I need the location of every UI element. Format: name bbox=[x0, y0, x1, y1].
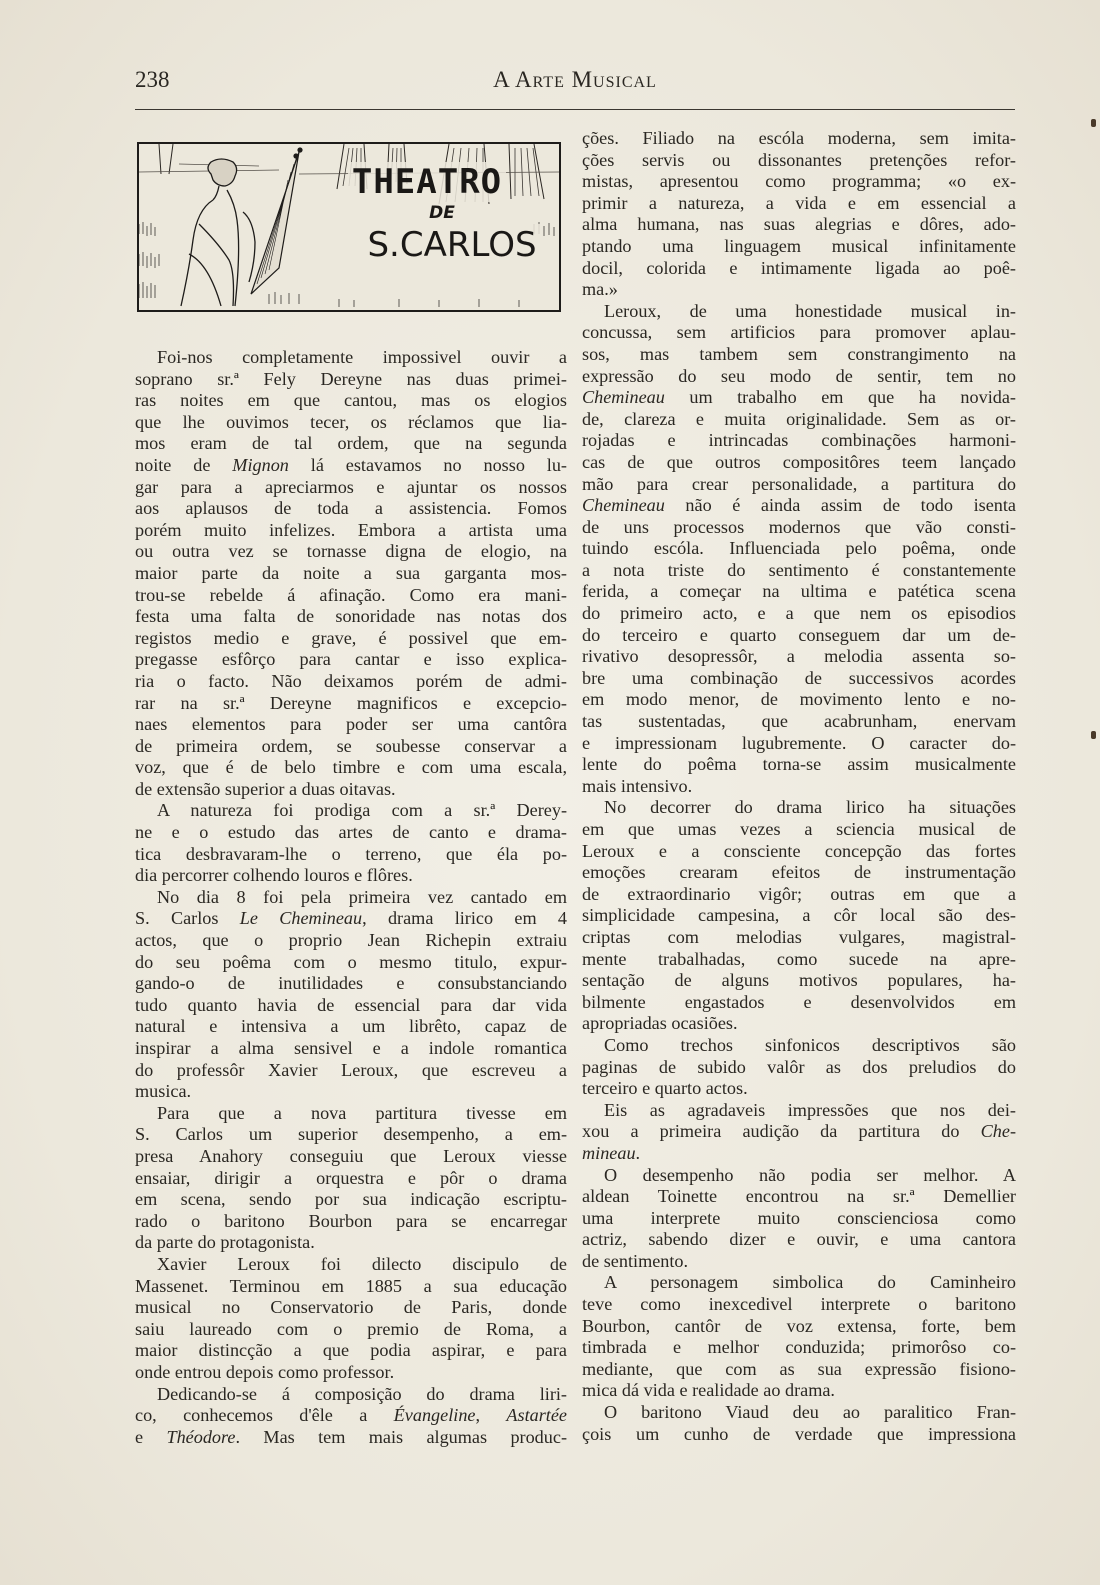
text-line: Eis as agradaveis impressões que nos dei- bbox=[604, 1099, 1016, 1120]
text-line: Para que a nova partitura tivesse em bbox=[157, 1102, 567, 1123]
banner-title-de: DE bbox=[425, 202, 459, 224]
text-line bbox=[582, 387, 1016, 409]
text-line: tas sustentadas, que acabrunham, enervam bbox=[582, 711, 1016, 732]
text-line: de sentimento. bbox=[582, 1250, 689, 1271]
text-line: criptas com melodias vulgares, magistral- bbox=[582, 926, 1016, 947]
text-line: Xavier Leroux foi dilecto discipulo de bbox=[157, 1253, 567, 1274]
text-line: O desempenho não podia ser melhor. A bbox=[604, 1164, 1016, 1185]
text-line: mistas, apresentou como programma; «o ex- bbox=[582, 171, 1016, 192]
text-line: bilmente engastados e desenvolvidos em bbox=[582, 991, 1016, 1012]
text-line: tica desbravaram-lhe o terreno, que éla po- bbox=[135, 843, 567, 864]
page-header bbox=[135, 66, 1015, 98]
text-line: Leroux, de uma honestidade musical in- bbox=[604, 300, 1016, 321]
italic-title: Théodore bbox=[166, 1426, 236, 1447]
text-line: ções servis ou dissonantes pretenções refor- bbox=[582, 149, 1016, 170]
text-run: , bbox=[475, 1405, 507, 1426]
italic-title: Évangeline bbox=[393, 1405, 476, 1426]
text-run: noite de bbox=[135, 454, 233, 475]
header-rule bbox=[135, 109, 1015, 110]
text-line: do primeiro acto, e a que nem os episodios bbox=[582, 603, 1016, 624]
text-line bbox=[135, 455, 567, 477]
text-line: paginas de subido valôr as dos preludios do bbox=[582, 1056, 1016, 1077]
text-line: de, clareza e muita originalidade. Sem as or- bbox=[582, 408, 1016, 429]
text-line: No decorrer do drama lirico ha situações bbox=[604, 797, 1016, 818]
text-line: ma.» bbox=[582, 279, 618, 300]
text-line: actriz, sabendo dizer e ouvir, e uma cantora bbox=[582, 1229, 1016, 1250]
theatro-sao-carlos-banner bbox=[137, 142, 561, 312]
text-line: tudo quanto havia de essencial para dar vida bbox=[135, 994, 567, 1015]
text-run: não é ainda assim de todo isenta bbox=[664, 495, 1016, 516]
left-text-column bbox=[135, 347, 567, 1448]
text-line: simplicidade campesina, a côr local são des- bbox=[582, 905, 1016, 926]
text-run: co, conhecemos d'êle a bbox=[135, 1405, 394, 1426]
text-line: musical no Conservatorio de Paris, donde bbox=[135, 1297, 567, 1318]
banner-title-s-carlos: S.CARLOS bbox=[363, 224, 540, 266]
text-line: sos, mas tambem sem constrangimento na bbox=[582, 343, 1016, 364]
text-line: timbrada e melhor conduzida; primorôso co- bbox=[582, 1337, 1016, 1358]
right-text-column bbox=[582, 128, 1016, 1445]
text-line: onde entrou depois como professor. bbox=[135, 1361, 395, 1382]
text-line: naes elementos para poder ser uma cantôra bbox=[135, 714, 567, 735]
text-line: sentação de alguns motivos populares, ha- bbox=[582, 970, 1016, 991]
text-line: docil, colorida e intimamente ligada ao poê- bbox=[582, 257, 1016, 278]
text-line: rivativo desopressôr, a melodia assenta so- bbox=[582, 646, 1016, 667]
text-line: de extensão superior a duas oitavas. bbox=[135, 778, 396, 799]
text-line: ras noites em que cantou, mas os elogios bbox=[135, 390, 567, 411]
italic-title: mineau bbox=[582, 1142, 636, 1163]
text-line: maior parte da noite a sua garganta mos- bbox=[135, 562, 567, 583]
text-line: mente trabalhadas, como sucede na apre- bbox=[582, 948, 1016, 969]
italic-title: Chemineau bbox=[582, 387, 665, 408]
banner-title-theatro: THEATRO bbox=[348, 162, 506, 202]
text-line: do seu poêma com o mesmo titulo, expur- bbox=[135, 951, 567, 972]
text-line: saiu laureado com o premio de Roma, a bbox=[135, 1318, 567, 1339]
text-line: de primeira ordem, se soubesse conservar a bbox=[135, 735, 567, 756]
text-line: voz, que é de belo timbre e com uma escala, bbox=[135, 757, 567, 778]
text-line: Foi-nos completamente impossivel ouvir a bbox=[157, 347, 567, 367]
text-line: expressão do seu modo de sentir, tem no bbox=[582, 365, 1016, 386]
text-run: e bbox=[135, 1426, 167, 1447]
italic-title: Astartée bbox=[506, 1405, 567, 1426]
text-run: . Mas tem mais algumas produc- bbox=[235, 1426, 567, 1447]
text-run: lá estavamos no nosso lu- bbox=[288, 454, 567, 475]
text-run: S. Carlos bbox=[135, 908, 240, 929]
italic-title: Mignon bbox=[232, 454, 289, 475]
text-line: inspirar a alma sensivel e a indole romantica bbox=[135, 1038, 567, 1058]
italic-title: Chemineau bbox=[582, 495, 665, 516]
text-line: Como trechos sinfonicos descriptivos são bbox=[604, 1034, 1016, 1055]
text-line: mos eram de tal ordem, que na segunda bbox=[135, 433, 567, 454]
text-line bbox=[582, 495, 1016, 517]
text-line: aldean Toinette encontrou na sr.ª Demellier bbox=[582, 1186, 1016, 1207]
text-line: presa Anahory conseguiu que Leroux viesse bbox=[135, 1145, 567, 1166]
text-line: S. Carlos um superior desempenho, a em- bbox=[135, 1124, 567, 1145]
paper-edge-mark bbox=[1091, 731, 1096, 739]
banner-title-block bbox=[307, 162, 547, 266]
text-line: No dia 8 foi pela primeira vez cantado em bbox=[157, 886, 567, 907]
text-line: çois um cunho de verdade que impressiona bbox=[582, 1423, 1016, 1444]
text-line bbox=[582, 1121, 1016, 1143]
text-line: uma interprete muito conscienciosa como bbox=[582, 1207, 1016, 1228]
text-line: aos aplausos de toda a assistencia. Fomos bbox=[135, 498, 567, 519]
text-line bbox=[135, 908, 567, 930]
text-line: rojadas e intrincadas combinações harmoni- bbox=[582, 430, 1016, 451]
italic-title: Le Chemineau bbox=[239, 908, 363, 929]
text-line: ne e o estudo das artes de canto e drama- bbox=[135, 822, 567, 843]
text-line: soprano sr.ª Fely Dereyne nas duas primei- bbox=[135, 368, 567, 389]
text-line: cas de que outros compositôres teem lançado bbox=[582, 451, 1016, 472]
text-line: do professôr Xavier Leroux, que escreveu a bbox=[135, 1059, 567, 1080]
page-number: 238 bbox=[135, 67, 170, 92]
text-line: rado o baritono Bourbon para se encarregar bbox=[135, 1210, 567, 1231]
text-line: ptando uma linguagem musical infinitamente bbox=[582, 235, 1016, 256]
text-line: ensaiar, dirigir a orquestra e pôr o drama bbox=[135, 1167, 567, 1188]
text-line: ções. Filiado na escóla moderna, sem imita- bbox=[582, 128, 1016, 148]
text-line: a nota triste do sentimento é constantemente bbox=[582, 559, 1016, 580]
text-line: mica dá vida e realidade ao drama. bbox=[582, 1380, 835, 1401]
text-line: e impressionam lugubremente. O caracter do- bbox=[582, 732, 1016, 753]
text-line: porém muito infelizes. Embora a artista uma bbox=[135, 519, 567, 540]
text-line: musica. bbox=[135, 1081, 192, 1102]
text-line: teve como inexcedivel interprete o baritono bbox=[582, 1294, 1016, 1315]
text-line: gando-o de inutilidades e consubstanciando bbox=[135, 973, 567, 994]
text-line: em modo menor, de movimento lento e no- bbox=[582, 689, 1016, 710]
text-line: Leroux e a consciente concepção das fortes bbox=[582, 840, 1016, 861]
text-line: concussa, sem artificios para promover aplau- bbox=[582, 322, 1016, 343]
text-line: actos, que o proprio Jean Richepin extraiu bbox=[135, 930, 567, 951]
text-line: mão para crear personalidade, a partitura do bbox=[582, 473, 1016, 494]
text-line: trou-se rebelde á afinação. Como era mani- bbox=[135, 584, 567, 605]
text-line: pregasse esfôrço para cantar e isso explica- bbox=[135, 649, 567, 670]
text-line: A personagem simbolica do Caminheiro bbox=[604, 1272, 1016, 1293]
text-line: mais intensivo. bbox=[582, 775, 693, 796]
text-line: lente do poêma torna-se assim musicalmente bbox=[582, 754, 1016, 775]
text-line: registos medio e grave, é possivel que em- bbox=[135, 627, 567, 648]
text-run: xou a primeira audição da partitura do bbox=[582, 1121, 981, 1142]
text-line: apropriadas ocasiões. bbox=[582, 1013, 738, 1034]
text-line: terceiro e quarto actos. bbox=[582, 1078, 748, 1099]
italic-title: Che- bbox=[980, 1121, 1016, 1142]
text-line: primir a natureza, a vida e em essencial a bbox=[582, 192, 1016, 213]
text-line: de uns processos modernos que vão consti- bbox=[582, 516, 1016, 537]
text-run: , drama lirico em 4 bbox=[362, 908, 567, 929]
text-line: festa uma falta de sonoridade nas notas dos bbox=[135, 606, 567, 627]
text-line: O baritono Viaud deu ao paralitico Fran- bbox=[604, 1402, 1016, 1423]
text-line: do terceiro e quarto conseguem dar um de- bbox=[582, 624, 1016, 645]
text-line: maior distincção a que podia aspirar, e para bbox=[135, 1340, 567, 1361]
text-line: bre uma combinação de successivos acordes bbox=[582, 667, 1016, 688]
text-line: Bourbon, cantôr de voz extensa, forte, bem bbox=[582, 1315, 1016, 1336]
text-line: que lhe ouvimos tecer, os réclamos que lia- bbox=[135, 411, 567, 432]
text-line: emoções crearam efeitos de instrumentação bbox=[582, 862, 1016, 883]
text-line bbox=[135, 1405, 567, 1427]
text-line: ria o facto. Não deixamos porém de admi- bbox=[135, 670, 567, 691]
text-line bbox=[135, 1427, 567, 1449]
running-title: A Arte Musical bbox=[493, 67, 657, 92]
text-line: ou outra vez se tornasse digna de elogio, na bbox=[135, 541, 567, 562]
paper-edge-mark bbox=[1091, 119, 1096, 127]
text-line: natural e intensiva a um librêto, capaz de bbox=[135, 1016, 567, 1037]
text-line: em scena, sendo por sua indicação escriptu- bbox=[135, 1189, 567, 1210]
text-line: rar na sr.ª Dereyne magnificos e excepcio- bbox=[135, 692, 567, 713]
text-line: A natureza foi prodiga com a sr.ª Derey- bbox=[157, 800, 567, 821]
text-line: dia percorrer colhendo louros e flôres. bbox=[135, 865, 413, 886]
text-run: . bbox=[635, 1142, 641, 1163]
text-line: Massenet. Terminou em 1885 a sua educação bbox=[135, 1275, 567, 1296]
text-line: gar para a apreciarmos e ajuntar os nossos bbox=[135, 476, 567, 497]
text-line: alma humana, nas suas alegrias e dôres, ado- bbox=[582, 214, 1016, 235]
text-line bbox=[582, 1143, 1016, 1165]
text-line: mediante, que com as sua expressão fisiono- bbox=[582, 1358, 1016, 1379]
text-line: ferida, a começar na ultima e patética scena bbox=[582, 581, 1016, 602]
text-line: da parte do protagonista. bbox=[135, 1232, 315, 1253]
text-line: Dedicando-se á composição do drama liri- bbox=[157, 1383, 567, 1404]
text-line: em que umas vezes a sciencia musical de bbox=[582, 819, 1016, 839]
text-run: um trabalho em que ha novida- bbox=[664, 387, 1016, 408]
text-line: tuindo escóla. Influenciada pelo poêma, onde bbox=[582, 538, 1016, 559]
text-line: de extraordinario vigôr; outras em que a bbox=[582, 883, 1016, 904]
